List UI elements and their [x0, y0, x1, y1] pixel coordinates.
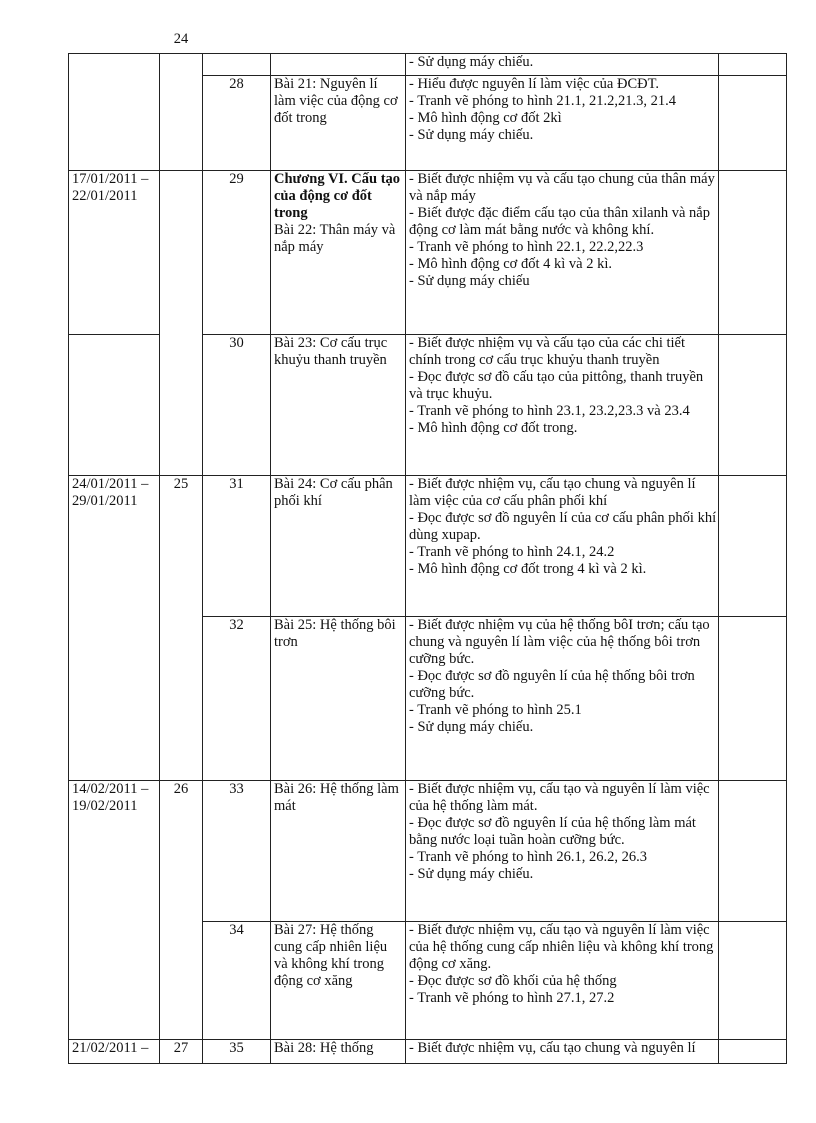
date-cell: [69, 54, 160, 171]
content-line: chính trong cơ cấu trục khuỷu thanh truyền: [409, 352, 660, 368]
content-line: làm việc của cơ cấu phân phối khí: [409, 493, 608, 509]
content-line: dùng xupap.: [409, 527, 481, 543]
table-row: [69, 781, 787, 922]
date-cell: 24/01/2011 – 29/01/2011: [69, 476, 160, 781]
notes-cell: [719, 54, 787, 76]
week-cell: 26: [160, 781, 203, 1040]
content-line: - Biết được nhiệm vụ, cấu tạo chung và nguyên lí: [409, 476, 696, 492]
content-line: - Biết được nhiệm vụ, cấu tạo và nguyên lí làm việc: [409, 781, 710, 797]
period-cell: 33: [203, 781, 271, 922]
period-cell: 32: [203, 617, 271, 781]
content-line: - Mô hình động cơ đốt trong.: [409, 420, 578, 436]
date-cell: 17/01/2011 – 22/01/2011: [69, 171, 160, 335]
content-line: cưỡng bức.: [409, 685, 475, 701]
content-line: - Biết được nhiệm vụ, cấu tạo chung và nguyên lí: [409, 1040, 696, 1056]
lesson-title: Bài 22: Thân máy và nắp máy: [274, 222, 396, 255]
notes-cell: [719, 922, 787, 1040]
notes-cell: [719, 1040, 787, 1064]
period-cell: 30: [203, 335, 271, 476]
content-line: - Sử dụng máy chiếu.: [409, 719, 534, 735]
content-cell: [406, 476, 719, 617]
lesson-cell: [271, 171, 406, 335]
lesson-cell: Bài 23: Cơ cấu trục khuỷu thanh truyền: [271, 335, 406, 476]
content-line: bằng nước loại tuần hoàn cưỡng bức.: [409, 832, 625, 848]
content-line: - Sử dụng máy chiếu.: [409, 54, 534, 70]
period-cell: 31: [203, 476, 271, 617]
content-line: - Biết được nhiệm vụ và cấu tạo chung của thân máy: [409, 171, 715, 187]
content-line: cưỡng bức.: [409, 651, 475, 667]
content-cell: [406, 54, 719, 76]
week-cell: 27: [160, 1040, 203, 1064]
content-cell: [406, 76, 719, 171]
week-label: 24: [173, 31, 189, 47]
lesson-cell: Bài 21: Nguyên lí làm việc của động cơ đốt trong: [271, 76, 406, 171]
period-cell: 34: [203, 922, 271, 1040]
table-row: [69, 1040, 787, 1064]
content-cell: [406, 1040, 719, 1064]
content-line: - Tranh vẽ phóng to hình 26.1, 26.2, 26.3: [409, 849, 648, 865]
notes-cell: [719, 617, 787, 781]
lesson-cell: Bài 24: Cơ cấu phân phối khí: [271, 476, 406, 617]
notes-cell: [719, 335, 787, 476]
lesson-cell: Bài 28: Hệ thống: [271, 1040, 406, 1064]
table-row: [69, 171, 787, 335]
content-line: - Đọc được sơ đồ nguyên lí của cơ cấu phân phối khí: [409, 510, 717, 526]
content-line: - Biết được nhiệm vụ và cấu tạo của các chi tiết: [409, 335, 686, 351]
content-line: - Tranh vẽ phóng to hình 22.1, 22.2,22.3: [409, 239, 644, 255]
week-cell: 25: [160, 476, 203, 781]
content-line: - Sử dụng máy chiếu: [409, 273, 530, 289]
notes-cell: [719, 76, 787, 171]
content-cell: [406, 617, 719, 781]
content-line: - Đọc được sơ đồ nguyên lí của hệ thống bôi trơn: [409, 668, 695, 684]
content-line: - Mô hình động cơ đốt 2kì: [409, 110, 562, 126]
content-cell: [406, 781, 719, 922]
content-line: - Đọc được sơ đồ cấu tạo của pittông, thanh truyền: [409, 369, 704, 385]
content-cell: [406, 335, 719, 476]
period-cell: 35: [203, 1040, 271, 1064]
content-line: - Mô hình động cơ đốt trong 4 kì và 2 kì.: [409, 561, 647, 577]
date-cell: 21/02/2011 –: [69, 1040, 160, 1064]
content-line: - Đọc được sơ đồ nguyên lí của hệ thống làm mát: [409, 815, 696, 831]
content-line: và nắp máy: [409, 188, 476, 204]
period-cell: 28: [203, 76, 271, 171]
notes-cell: [719, 781, 787, 922]
chapter-title: Chương VI. Cấu tạo của động cơ đốt trong: [274, 171, 401, 221]
content-line: - Tranh vẽ phóng to hình 21.1, 21.2,21.3, 21.4: [409, 93, 677, 109]
content-line: và trục khuỷu.: [409, 386, 493, 402]
table-row: [69, 54, 787, 76]
content-line: - Tranh vẽ phóng to hình 24.1, 24.2: [409, 544, 615, 560]
period-cell: [203, 54, 271, 76]
lesson-cell: Bài 26: Hệ thống làm mát: [271, 781, 406, 922]
content-line: của hệ thống làm mát.: [409, 798, 538, 814]
content-line: - Tranh vẽ phóng to hình 25.1: [409, 702, 582, 718]
content-line: chung và nguyên lí làm việc của hệ thống bôi trơn: [409, 634, 701, 650]
lesson-cell: Bài 25: Hệ thống bôi trơn: [271, 617, 406, 781]
content-line: động cơ làm mát bằng nước và không khí.: [409, 222, 655, 238]
content-line: - Sử dụng máy chiếu.: [409, 866, 534, 882]
content-line: - Tranh vẽ phóng to hình 27.1, 27.2: [409, 990, 615, 1006]
content-line: - Biết được đặc điểm cấu tạo của thân xilanh và nắp: [409, 205, 710, 221]
week-cell: [160, 54, 203, 171]
period-cell: 29: [203, 171, 271, 335]
content-line: động cơ xăng.: [409, 956, 492, 972]
content-cell: [406, 171, 719, 335]
content-line: của hệ thống cung cấp nhiên liệu và không khí trong: [409, 939, 714, 955]
teaching-plan-table: [68, 31, 787, 1064]
notes-cell: [719, 476, 787, 617]
content-line: - Biết được nhiệm vụ, cấu tạo và nguyên lí làm việc: [409, 922, 710, 938]
notes-cell: [719, 171, 787, 335]
content-line: - Hiểu được nguyên lí làm việc của ĐCĐT.: [409, 76, 660, 92]
content-line: - Tranh vẽ phóng to hình 23.1, 23.2,23.3 và 23.4: [409, 403, 690, 419]
date-cell: 14/02/2011 – 19/02/2011: [69, 781, 160, 1040]
week-cell: [160, 31, 203, 476]
content-line: - Đọc được sơ đồ khối của hệ thống: [409, 973, 617, 989]
lesson-cell: Bài 27: Hệ thống cung cấp nhiên liệu và không khí trong động cơ xăng: [271, 922, 406, 1040]
content-line: - Biết được nhiệm vụ của hệ thống bôI trơn; cấu tạo: [409, 617, 710, 633]
content-cell: [406, 922, 719, 1040]
content-line: - Mô hình động cơ đốt 4 kì và 2 kì.: [409, 256, 612, 272]
table-row: [69, 476, 787, 617]
content-line: - Sử dụng máy chiếu.: [409, 127, 534, 143]
lesson-cell: [271, 54, 406, 76]
date-cell: [69, 335, 160, 476]
